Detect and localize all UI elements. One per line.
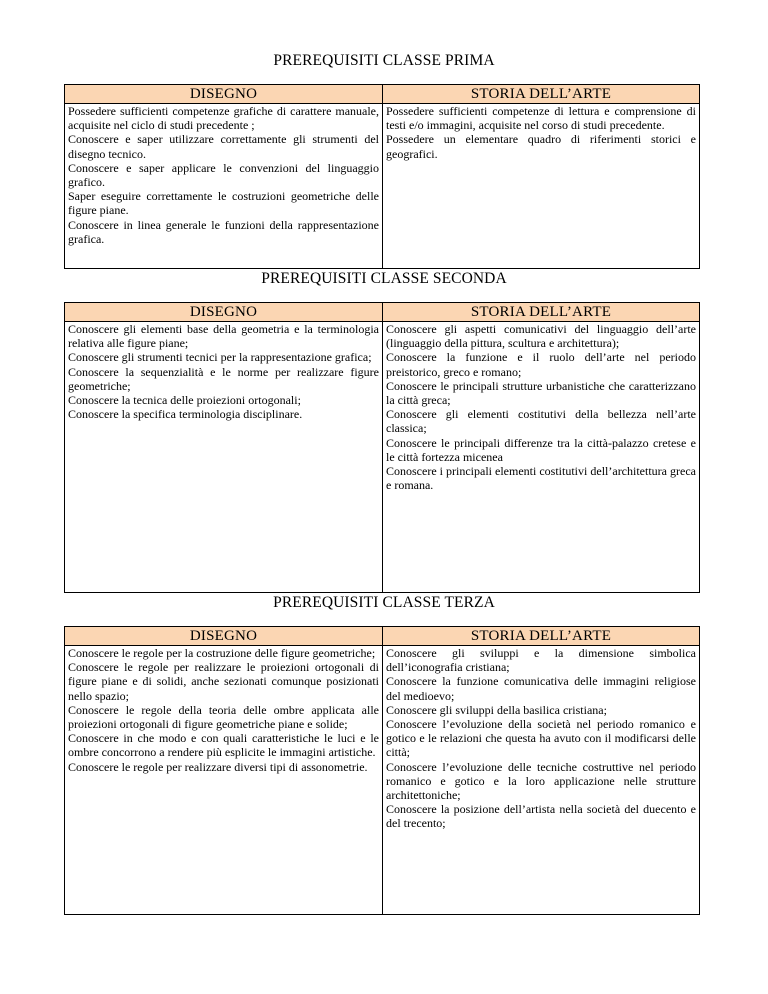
list-item: Conoscere la specifica terminologia disciplinare. <box>68 407 303 422</box>
header-disegno: DISEGNO <box>65 85 383 104</box>
list-item: Conoscere la posizione dell’artista nella società del duecento e del trecento; <box>386 802 696 831</box>
section-title-terza: PREREQUISITI CLASSE TERZA <box>273 594 495 611</box>
list-item: Conoscere i principali elementi costitutivi dell’architettura greca e romana. <box>386 464 696 493</box>
section-title-prima: PREREQUISITI CLASSE PRIMA <box>273 52 495 69</box>
list-item: Conoscere la funzione comunicativa delle immagini religiose del medioevo; <box>386 674 696 703</box>
header-disegno: DISEGNO <box>65 627 383 646</box>
list-item: Conoscere in che modo e con quali caratteristiche le luci e le ombre concorrono a rendere più esplicite le immagini artistiche. <box>68 731 379 760</box>
list-item: Conoscere le principali differenze tra la città-palazzo cretese e le città fortezza micenea <box>386 435 696 464</box>
list-item: Conoscere l’evoluzione delle tecniche costruttive nel periodo romanico e gotico e la loro applicazione nelle strutture architettoniche; <box>386 759 696 803</box>
header-disegno: DISEGNO <box>65 303 383 322</box>
list-item: Conoscere l’evoluzione della società nel periodo romanico e gotico e le relazioni che questa ha avuto con il modificarsi delle città; <box>386 717 696 760</box>
list-item: Conoscere gli aspetti comunicativi del linguaggio dell’arte (linguaggio della pittura, scultura e architettura); <box>386 322 696 351</box>
list-item: Conoscere gli elementi costitutivi della bellezza nell’arte classica; <box>386 407 696 436</box>
list-item: Conoscere la tecnica delle proiezioni ortogonali; <box>68 393 301 408</box>
list-item: Conoscere le regole per realizzare le proiezioni ortogonali di figure piane e di solidi, anche sezionati comunque posizionati nello spazio; <box>68 660 379 703</box>
cell-storia-arte <box>383 646 700 915</box>
table-seconda <box>64 302 700 593</box>
list-item: Possedere sufficienti competenze di lettura e comprensione di testi e/o immagini, acquisite nel corso di studi precedente. <box>386 104 696 133</box>
table-terza <box>64 626 700 915</box>
cell-disegno <box>65 104 383 269</box>
list-item: Conoscere gli sviluppi della basilica cristiana; <box>386 702 607 717</box>
list-item: Possedere un elementare quadro di riferimenti storici e geografici. <box>386 132 696 161</box>
list-item: Conoscere gli elementi base della geometria e la terminologia relativa alle figure piane; <box>68 322 379 351</box>
header-storia-arte: STORIA DELL’ARTE <box>383 627 700 646</box>
list-item: Conoscere e saper utilizzare correttamente gli strumenti del disegno tecnico. <box>68 132 379 161</box>
list-item: Conoscere le principali strutture urbanistiche che caratterizzano la città greca; <box>386 378 696 408</box>
cell-storia-arte <box>383 104 700 269</box>
list-item: Conoscere gli strumenti tecnici per la rappresentazione grafica; <box>68 350 372 365</box>
list-item: Conoscere le regole per realizzare diversi tipi di assonometrie. <box>68 759 368 774</box>
header-storia-arte: STORIA DELL’ARTE <box>383 303 700 322</box>
header-storia-arte: STORIA DELL’ARTE <box>383 85 700 104</box>
list-item: Conoscere la funzione e il ruolo dell’arte nel periodo preistorico, greco e romano; <box>386 350 696 379</box>
list-item: Conoscere in linea generale le funzioni della rappresentazione grafica. <box>68 217 379 246</box>
list-item: Saper eseguire correttamente le costruzioni geometriche delle figure piane. <box>68 189 379 218</box>
list-item: Conoscere la sequenzialità e le norme per realizzare figure geometriche; <box>68 364 379 393</box>
cell-disegno <box>65 322 383 593</box>
cell-storia-arte <box>383 322 700 593</box>
list-item: Conoscere gli sviluppi e la dimensione simbolica dell’iconografia cristiana; <box>386 646 696 675</box>
table-prima <box>64 84 700 269</box>
list-item: Conoscere le regole per la costruzione delle figure geometriche; <box>68 646 376 660</box>
cell-disegno <box>65 646 383 915</box>
list-item: Possedere sufficienti competenze grafiche di carattere manuale, acquisite nel ciclo di studi precedente ; <box>68 104 379 133</box>
list-item: Conoscere e saper applicare le convenzioni del linguaggio grafico. <box>68 160 379 190</box>
list-item: Conoscere le regole della teoria delle ombre applicata alle proiezioni ortogonali di figure geometriche piane e solide; <box>68 702 379 732</box>
section-title-seconda: PREREQUISITI CLASSE SECONDA <box>261 270 507 287</box>
